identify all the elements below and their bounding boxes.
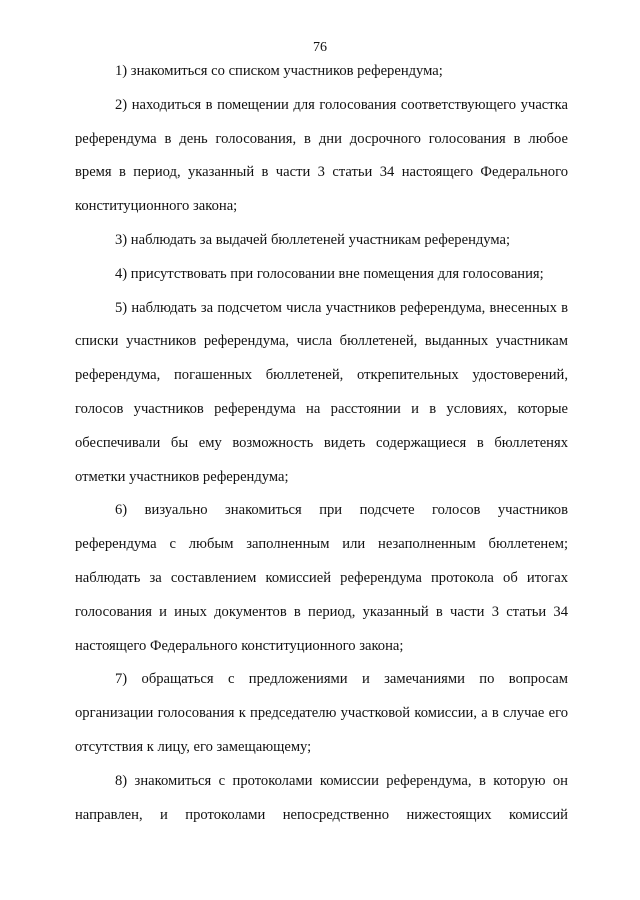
paragraph-item-1: 1) знакомиться со списком участников референдума; (115, 63, 443, 79)
paragraph-item-8: 8) знакомиться с протоколами комиссии референдума, в которую он направлен, и протоколами непосредственно нижестоящих комиссий (75, 772, 568, 823)
paragraph-item-2: 2) находиться в помещении для голосования соответствующего участка референдума в день голосования, в дни досрочного голосования в любое время в период, указанный в части 3 статьи 34 настоящего Федерального конституционного закона; (75, 96, 568, 215)
paragraph-item-5: 5) наблюдать за подсчетом числа участников референдума, внесенных в списки участников референдума, числа бюллетеней, выданных участникам референдума, погашенных бюллетеней, открепительных удостоверений, голосов участников референдума на расстоянии и в условиях, которые обеспечивали бы ему возможность видеть содержащиеся в бюллетенях отметки участников референдума; (75, 299, 568, 485)
paragraph-item-3: 3) наблюдать за выдачей бюллетеней участникам референдума; (115, 231, 511, 248)
page-number: 76 (313, 40, 327, 55)
document-body (75, 55, 568, 832)
paragraph-item-4: 4) присутствовать при голосовании вне помещения для голосования; (115, 265, 544, 282)
paragraph-item-7: 7) обращаться с предложениями и замечаниями по вопросам организации голосования к председателю участковой комиссии, а в случае его отсутствия к лицу, его замещающему; (75, 671, 568, 755)
paragraph-item-6: 6) визуально знакомиться при подсчете голосов участников референдума с любым заполненным или незаполненным бюллетенем; наблюдать за составлением комиссией референдума протокола об итогах голосования и иных документов в период, указанный в части 3 статьи 34 настоящего Федерального конституционного закона; (75, 502, 568, 654)
